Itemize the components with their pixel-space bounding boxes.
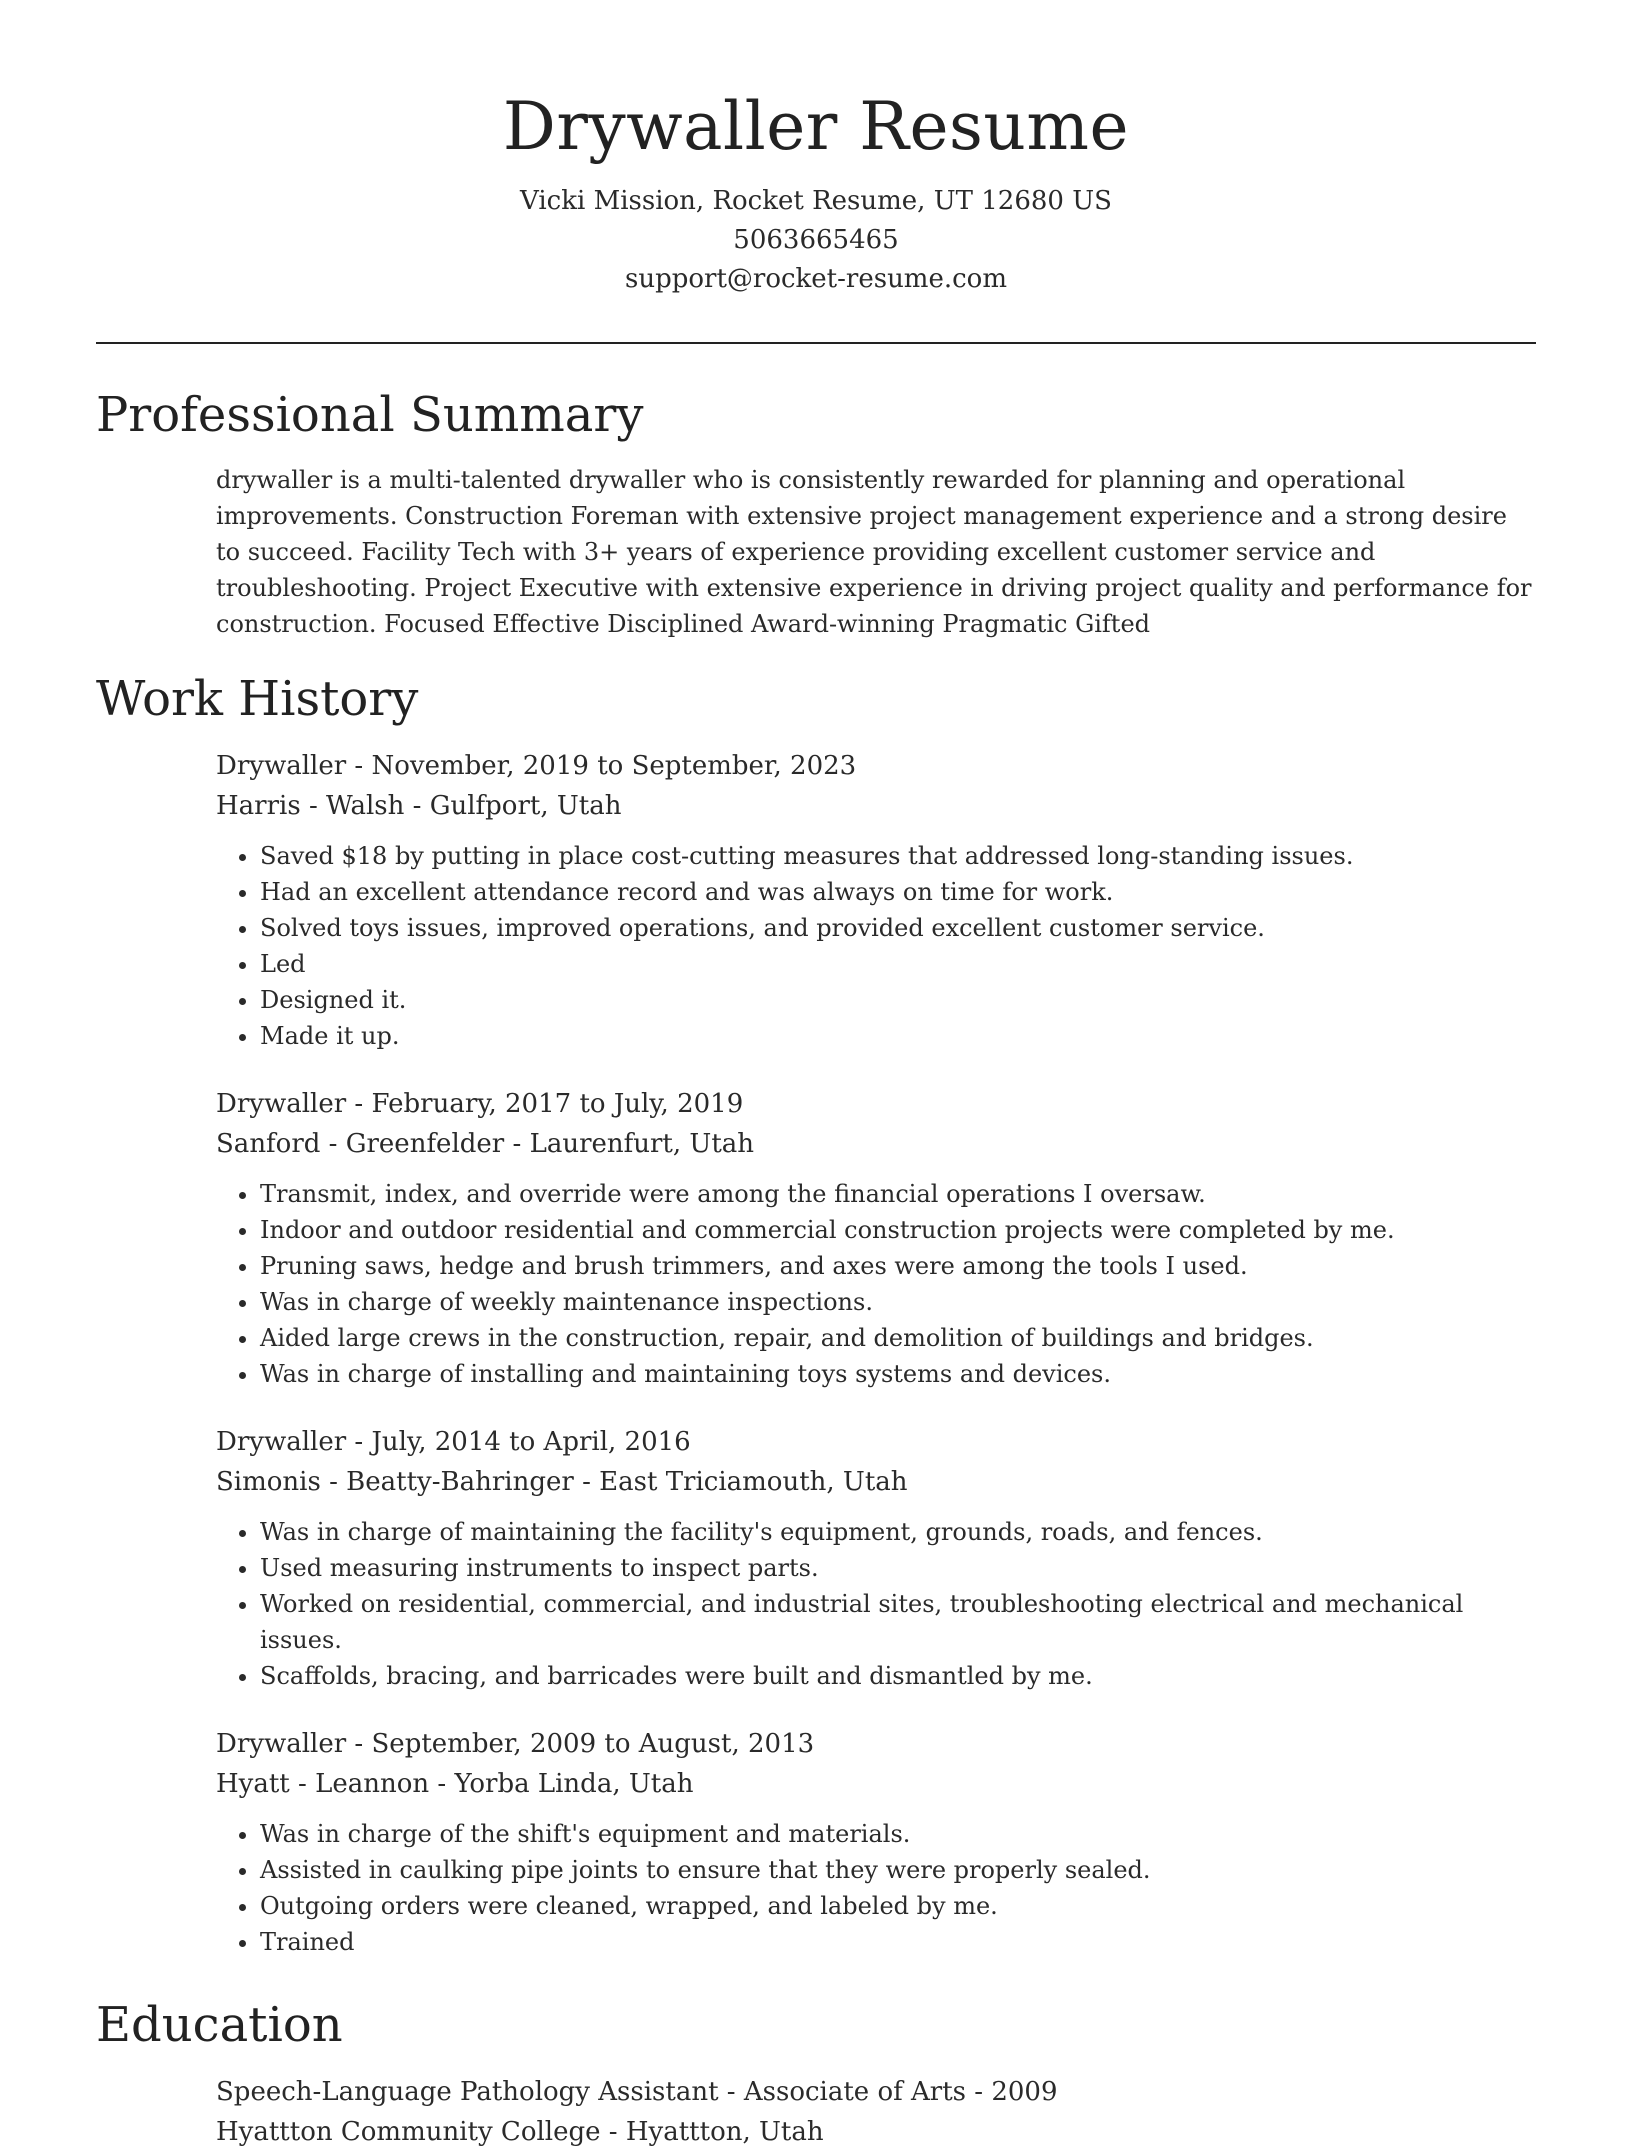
separator: - xyxy=(600,2117,626,2147)
job-location: Gulfport, Utah xyxy=(429,791,622,821)
job-company: Hyatt - Leannon xyxy=(216,1769,430,1799)
job-location: Yorba Linda, Utah xyxy=(454,1769,694,1799)
separator: - xyxy=(504,1129,530,1159)
job-title-line xyxy=(216,1422,1536,1462)
job-bullet: • Was in charge of the shift's equipment and materials. xyxy=(260,1816,1536,1852)
job-bullet: • Designed it. xyxy=(260,982,1536,1018)
section-title-summary: Professional Summary xyxy=(96,387,644,443)
job-company-line xyxy=(216,1462,1536,1502)
section-title-work: Work History xyxy=(96,671,419,727)
job-bullet: • Led xyxy=(260,946,1536,982)
job-bullet: • Pruning saws, hedge and brush trimmers, and axes were among the tools I used. xyxy=(260,1248,1536,1284)
education-school-line xyxy=(216,2112,1536,2152)
job-title-line xyxy=(216,1084,1536,1124)
job-location: East Triciamouth, Utah xyxy=(599,1467,908,1497)
job-bullet: • Transmit, index, and override were among the financial operations I oversaw. xyxy=(260,1176,1536,1212)
education-year: 2009 xyxy=(991,2077,1058,2107)
job-bullet: • Was in charge of weekly maintenance inspections. xyxy=(260,1284,1536,1320)
job-bullet: • Worked on residential, commercial, and industrial sites, troubleshooting electrical and mechanical issues. xyxy=(260,1586,1536,1658)
job-position: Drywaller xyxy=(216,1427,347,1457)
summary-section xyxy=(216,462,1536,642)
job-dates: February, 2017 to July, 2019 xyxy=(371,1089,744,1119)
education-entry xyxy=(216,2072,1536,2152)
job-bullet: • Had an excellent attendance record and was always on time for work. xyxy=(260,874,1536,910)
separator: - xyxy=(429,1769,455,1799)
job-company-line xyxy=(216,1764,1536,1804)
job-title-line xyxy=(216,746,1536,786)
resume-header xyxy=(0,0,1632,299)
job-title-line xyxy=(216,1724,1536,1764)
summary-text: drywaller is a multi-talented drywaller who is consistently rewarded for planning and operational improvements. Construction Foreman with extensive project management experience and a strong desire to succeed. Facility Tech with 3+ years of experience providing excellent customer service and troubleshooting. Project Executive with extensive experience in driving project quality and performance for construction. Focused Effective Disciplined Award-winning Pragmatic Gifted xyxy=(216,466,1532,638)
contact-block xyxy=(0,182,1632,299)
job-bullets xyxy=(216,1816,1536,1960)
job-bullet: • Solved toys issues, improved operations, and provided excellent customer service. xyxy=(260,910,1536,946)
resume-title: Drywaller Resume xyxy=(502,88,1130,165)
job-company: Sanford - Greenfelder xyxy=(216,1129,505,1159)
separator: - xyxy=(346,751,372,781)
contact-address: Vicki Mission, Rocket Resume, UT 12680 US xyxy=(520,186,1112,216)
job-company-line xyxy=(216,786,1536,826)
job-position: Drywaller xyxy=(216,1089,347,1119)
job-bullet: • Saved $18 by putting in place cost-cutting measures that addressed long-standing issues. xyxy=(260,838,1536,874)
job-bullet: • Scaffolds, bracing, and barricades were built and dismantled by me. xyxy=(260,1658,1536,1694)
education-list xyxy=(216,2072,1536,2152)
contact-email: support@rocket-resume.com xyxy=(624,264,1007,294)
job-entry xyxy=(216,746,1536,1054)
separator: - xyxy=(346,1729,372,1759)
contact-phone: 5063665465 xyxy=(733,225,899,255)
job-bullet: • Made it up. xyxy=(260,1018,1536,1054)
education-degree-line xyxy=(216,2072,1536,2112)
job-bullets xyxy=(216,1514,1536,1694)
job-bullet: • Used measuring instruments to inspect parts. xyxy=(260,1550,1536,1586)
job-entry xyxy=(216,1724,1536,1960)
education-program: Speech-Language Pathology Assistant xyxy=(216,2077,719,2107)
education-degree: Associate of Arts xyxy=(743,2077,966,2107)
separator: - xyxy=(404,791,430,821)
job-dates: July, 2014 to April, 2016 xyxy=(371,1427,691,1457)
separator: - xyxy=(346,1089,372,1119)
job-position: Drywaller xyxy=(216,751,347,781)
job-entry xyxy=(216,1084,1536,1392)
job-company: Simonis - Beatty-Bahringer xyxy=(216,1467,574,1497)
job-bullet: • Was in charge of installing and maintaining toys systems and devices. xyxy=(260,1356,1536,1392)
job-dates: September, 2009 to August, 2013 xyxy=(371,1729,815,1759)
section-title-education: Education xyxy=(96,1997,343,2053)
job-entry xyxy=(216,1422,1536,1694)
separator: - xyxy=(966,2077,992,2107)
job-company-line xyxy=(216,1124,1536,1164)
job-bullet: • Outgoing orders were cleaned, wrapped, and labeled by me. xyxy=(260,1888,1536,1924)
job-bullet: • Aided large crews in the construction, repair, and demolition of buildings and bridges. xyxy=(260,1320,1536,1356)
separator: - xyxy=(718,2077,744,2107)
job-bullet: • Was in charge of maintaining the facility's equipment, grounds, roads, and fences. xyxy=(260,1514,1536,1550)
separator: - xyxy=(573,1467,600,1497)
work-history-list xyxy=(216,746,1536,1960)
job-bullet: • Trained xyxy=(260,1924,1536,1960)
job-location: Laurenfurt, Utah xyxy=(529,1129,755,1159)
separator: - xyxy=(346,1427,372,1457)
job-bullets xyxy=(216,1176,1536,1392)
job-bullet: • Assisted in caulking pipe joints to ensure that they were properly sealed. xyxy=(260,1852,1536,1888)
job-dates: November, 2019 to September, 2023 xyxy=(371,751,857,781)
education-location: Hyattton, Utah xyxy=(625,2117,824,2147)
job-bullets xyxy=(216,838,1536,1054)
job-company: Harris - Walsh xyxy=(216,791,405,821)
job-position: Drywaller xyxy=(216,1729,347,1759)
education-school: Hyattton Community College xyxy=(216,2117,601,2147)
header-divider xyxy=(96,342,1536,344)
resume-content xyxy=(96,380,1536,2152)
job-bullet: • Indoor and outdoor residential and commercial construction projects were completed by me. xyxy=(260,1212,1536,1248)
